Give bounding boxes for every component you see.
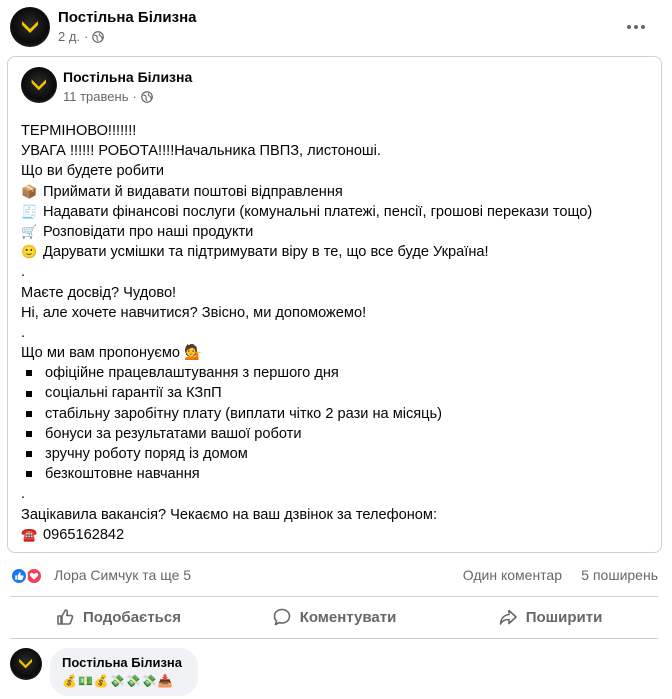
post-body-line bbox=[21, 525, 651, 545]
share-button-label: Поширити bbox=[525, 608, 603, 626]
post-author[interactable]: Постільна Білизна bbox=[58, 9, 197, 26]
post-body-line-text: 0965162842 bbox=[43, 526, 125, 543]
shared-post-author[interactable]: Постільна Білизна bbox=[63, 69, 193, 85]
comments-count[interactable]: Один коментар bbox=[462, 567, 562, 583]
shared-post-card[interactable] bbox=[7, 56, 662, 553]
post-body-line-text: Що ви будете робити bbox=[21, 163, 165, 180]
speech-bubble-icon bbox=[272, 607, 292, 627]
post-body-line bbox=[21, 262, 651, 282]
post-body-line-text: Зацікавила вакансія? Чекаємо на ваш дзвінок за телефоном: bbox=[21, 506, 438, 523]
comment-author[interactable]: Постільна Білизна bbox=[62, 655, 183, 670]
meta-separator: · bbox=[84, 29, 89, 44]
like-button[interactable] bbox=[10, 598, 226, 636]
post-body-line bbox=[21, 464, 651, 484]
emoji-icon: 🙂 bbox=[21, 244, 38, 260]
like-reaction-icon bbox=[10, 567, 28, 585]
thumbs-up-icon bbox=[55, 607, 75, 627]
post-body-line bbox=[21, 484, 651, 504]
post-body-line-text: Дарувати усмішки та підтримувати віру в те, що все буде Україна! bbox=[43, 244, 489, 261]
post-body-line-text: офіційне працевлаштування з першого дня bbox=[45, 365, 339, 382]
comment-button[interactable] bbox=[226, 598, 442, 636]
post-body-line-text: Ні, але хочете навчитися? Звісно, ми допоможемо! bbox=[21, 304, 367, 321]
emoji-icon: 🛒 bbox=[21, 224, 38, 240]
page-avatar[interactable] bbox=[10, 7, 50, 47]
post-body-line bbox=[21, 323, 651, 343]
post-body-line bbox=[21, 182, 651, 202]
post-meta bbox=[58, 29, 104, 44]
post-body-line bbox=[21, 303, 651, 323]
ellipsis-icon bbox=[627, 25, 631, 29]
shares-count[interactable]: 5 поширень bbox=[581, 567, 658, 583]
bullet-square-icon bbox=[26, 411, 32, 417]
emoji-icon: 🧾 bbox=[21, 203, 38, 219]
action-bar bbox=[10, 598, 658, 636]
post-body-line-text: . bbox=[21, 324, 26, 341]
post-body-line bbox=[21, 222, 651, 242]
post-body-line bbox=[21, 363, 651, 383]
shared-post-header bbox=[21, 65, 421, 105]
shared-page-avatar[interactable] bbox=[21, 67, 57, 103]
post-body-line bbox=[21, 424, 651, 444]
post-body-line bbox=[21, 141, 651, 161]
like-button-label: Подобається bbox=[83, 608, 181, 626]
post-body-line bbox=[21, 202, 651, 222]
post-header bbox=[10, 7, 662, 47]
post-body-line bbox=[21, 505, 651, 525]
bullet-square-icon bbox=[26, 451, 32, 457]
post-body-line bbox=[21, 343, 651, 363]
post-body-line-text: соціальні гарантії за КЗпП bbox=[45, 385, 222, 402]
post-body-line-text: зручну роботу поряд із домом bbox=[45, 446, 248, 462]
post-stats bbox=[10, 565, 658, 587]
reacted-by-text[interactable]: Лора Симчук та ще 5 bbox=[54, 567, 192, 583]
share-arrow-icon bbox=[498, 607, 518, 627]
shared-post-meta bbox=[63, 89, 153, 104]
post-body-line-text: . bbox=[21, 264, 26, 281]
bullet-square-icon bbox=[26, 370, 32, 376]
meta-separator: · bbox=[132, 89, 137, 104]
reaction-icons[interactable] bbox=[10, 567, 43, 585]
post-body-line bbox=[21, 444, 651, 464]
globe-icon bbox=[92, 31, 104, 43]
post-body-line-text: Розповідати про наші продукти bbox=[43, 223, 254, 240]
posthorn-logo-icon bbox=[16, 654, 35, 673]
comment-bubble bbox=[50, 648, 198, 696]
shared-post-time[interactable]: 11 травень bbox=[63, 89, 129, 104]
bullet-square-icon bbox=[26, 391, 32, 397]
bullet-square-icon bbox=[26, 431, 32, 437]
post-body-line-text: безкоштовне навчання bbox=[45, 466, 200, 483]
post-body-line-text: бонуси за результатами вашої роботи bbox=[45, 425, 302, 442]
post-body-line-text: Приймати й видавати поштові відправлення bbox=[43, 183, 343, 200]
comment-item bbox=[10, 648, 670, 698]
bullet-square-icon bbox=[26, 471, 32, 477]
post-body-line bbox=[21, 383, 651, 403]
post-body-text bbox=[21, 121, 651, 545]
post-body-line-text: стабільну заробітну плату (виплати чітко 2 рази на місяць) bbox=[45, 405, 442, 422]
comment-text: 💰💵💰💸💸💸📥 bbox=[62, 674, 174, 688]
comment-button-label: Коментувати bbox=[299, 608, 397, 626]
posthorn-logo-icon bbox=[28, 74, 50, 96]
share-button[interactable] bbox=[442, 598, 658, 636]
post-body-line-text: Що ми вам пропонуємо 💁 bbox=[21, 345, 203, 362]
post-body-line-text: Маєте досвід? Чудово! bbox=[21, 284, 177, 301]
post-body-line bbox=[21, 242, 651, 262]
post-body-line bbox=[21, 283, 651, 303]
post-body-line-text: УВАГА !!!!!! РОБОТА!!!!Начальника ПВПЗ, листоноші. bbox=[21, 143, 381, 160]
post-body-line bbox=[21, 121, 651, 141]
globe-icon bbox=[141, 91, 153, 103]
post-body-line-text: ТЕРМІНОВО!!!!!!! bbox=[21, 123, 137, 139]
posthorn-logo-icon bbox=[18, 15, 42, 39]
post-time[interactable]: 2 д. bbox=[58, 29, 81, 44]
post-body-line-text: . bbox=[21, 486, 26, 503]
post-body-line-text: Надавати фінансові послуги (комунальні платежі, пенсії, грошові перекази тощо) bbox=[43, 203, 593, 220]
more-options-button[interactable] bbox=[626, 17, 646, 37]
divider bbox=[10, 638, 658, 639]
post-body-line bbox=[21, 404, 651, 424]
emoji-icon: ☎️ bbox=[21, 526, 38, 542]
divider bbox=[10, 596, 658, 597]
commenter-avatar[interactable] bbox=[10, 648, 42, 680]
post-body-line bbox=[21, 161, 651, 181]
emoji-icon: 📦 bbox=[21, 183, 38, 199]
